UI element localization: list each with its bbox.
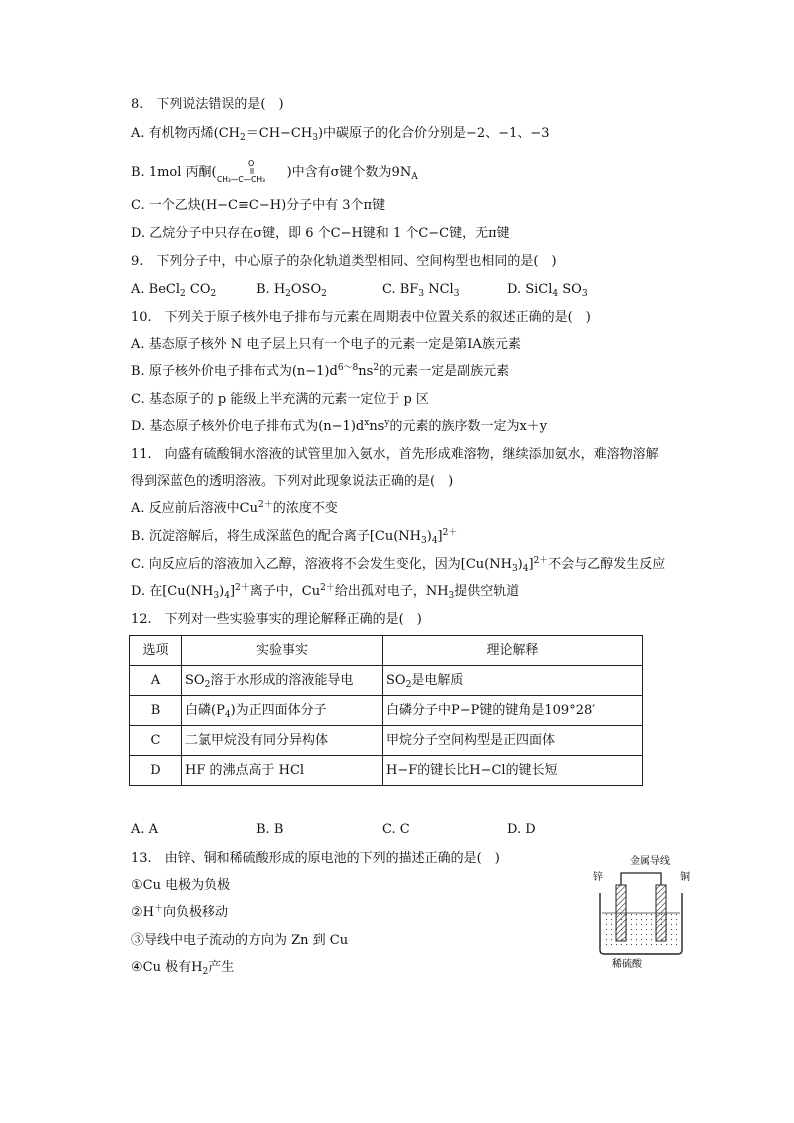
q11-option-c: C. 向反应后的溶液加入乙醇，溶液将不会发生变化，因为$[Cu(NH_3)_4]^{2+}$不会与乙醇发生反应: [131, 556, 666, 574]
q12-option-d: D. D: [507, 822, 536, 837]
svg-text:CH₃—C—CH₃: CH₃—C—CH₃: [216, 175, 265, 184]
table-cell-explanation: H−F的键长比H−Cl的键长短: [383, 756, 643, 786]
electrolyte-label: 稀硫酸: [612, 959, 642, 970]
galvanic-cell-svg: [590, 853, 702, 973]
table-cell-fact: $SO_2$溶于水形成的溶液能导电: [182, 666, 383, 696]
table-row: [130, 756, 643, 786]
q13-statement-4: ④Cu 极有$H_2$产生: [131, 960, 235, 977]
table-cell-option: B: [130, 696, 182, 726]
table-row: [130, 666, 643, 696]
q13-statement-3: ③导线中电子流动的方向为 Zn 到 Cu: [131, 933, 349, 948]
q13-stem: 13. 由锌、铜和稀硫酸形成的原电池的下列的描述正确的是( ): [131, 851, 500, 866]
q10-option-d: D. 基态原子核外价电子排布式为$(n-1)d^xns^y$的元素的族序数一定为x＋y: [131, 418, 548, 434]
q12-option-b: B. B: [256, 822, 284, 837]
table-cell-fact: HF 的沸点高于 HCl: [182, 756, 383, 786]
galvanic-cell-diagram: [590, 853, 702, 973]
table-row: [130, 726, 643, 756]
table-header-cell: 选项: [130, 636, 182, 666]
table-row: [130, 696, 643, 726]
svg-text:O: O: [247, 159, 254, 168]
q13-statement-2: ②H＋向负极移动: [131, 904, 229, 920]
q8-option-c: C. 一个乙炔(H−C≡C−H)分子中有 3个π键: [131, 198, 386, 213]
q10-stem: 10. 下列关于原子核外电子排布与元素在周期表中位置关系的叙述正确的是( ): [131, 310, 591, 325]
table-cell-explanation: 甲烷分子空间构型是正四面体: [383, 726, 643, 756]
q12-stem: 12. 下列对一些实验事实的理论解释正确的是( ): [131, 612, 422, 627]
wire-label: 金属导线: [630, 856, 670, 867]
acetone-structure: [217, 158, 287, 184]
q10-option-a: A. 基态原子核外 N 电子层上只有一个电子的元素一定是第ⅠA族元素: [131, 337, 521, 352]
q12-option-a: A. A: [131, 822, 159, 837]
q12-table: [129, 635, 643, 786]
q9-option-b: B. $H_2OSO_2$: [256, 282, 327, 299]
copper-label: 铜: [680, 872, 690, 883]
q10-option-b: B. 原子核外价电子排布式为$(n-1)d^{6\sim 8}ns^2$的元素一定是副族元素: [131, 363, 510, 379]
zinc-label: 锌: [593, 872, 603, 883]
q9-option-c: C. $BF_3$ NCl$_3$: [382, 282, 460, 299]
q11-stem-line1: 11. 向盛有硫酸铜水溶液的试管里加入氨水，首先形成难溶物，继续添加氨水，难溶物溶解: [131, 447, 659, 462]
q8-stem: 8. 下列说法错误的是( ): [131, 97, 284, 112]
table-cell-option: C: [130, 726, 182, 756]
electrolyte-solution: [602, 913, 680, 949]
q8-option-a: A. 有机物丙烯$(CH_2=CH-CH_3)$中碳原子的化合价分别是−2、−1、−3: [131, 126, 550, 143]
q9-option-d: D. SiCl$_4$ $SO_3$: [507, 282, 588, 299]
q12-option-c: C. C: [382, 822, 410, 837]
q11-option-d: D. 在$[Cu(NH_3)_4]^{2+}$离子中，$Cu^{2+}$给出孤对电子，$NH_3$提供空轨道: [131, 583, 520, 601]
table-cell-option: A: [130, 666, 182, 696]
table-cell-fact: 白磷$(P_4)$为正四面体分子: [182, 696, 383, 726]
table-header-row: [130, 636, 643, 666]
table-cell-explanation: 白磷分子中P−P键的键角是109°28′: [383, 696, 643, 726]
q13-statement-1: ①Cu 电极为负极: [131, 878, 231, 893]
metal-wire: [621, 873, 661, 885]
table-cell-option: D: [130, 756, 182, 786]
q11-option-b: B. 沉淀溶解后，将生成深蓝色的配合离子$[Cu(NH_3)_4]^{2+}$: [131, 528, 458, 546]
q11-stem-line2: 得到深蓝色的透明溶液。下列对此现象说法正确的是( ): [131, 474, 454, 489]
q10-option-c: C. 基态原子的 p 能级上半充满的元素一定位于 p 区: [131, 392, 429, 407]
q8-option-b: B. 1mol 丙酮( O CH₃—C—CH₃ )中含有σ键个数为$9N_A$: [131, 159, 418, 184]
table-header-cell: 实验事实: [182, 636, 383, 666]
table-cell-explanation: $SO_2$是电解质: [383, 666, 643, 696]
q9-stem: 9. 下列分子中，中心原子的杂化轨道类型相同、空间构型也相同的是( ): [131, 254, 557, 269]
table-cell-fact: 二氯甲烷没有同分异构体: [182, 726, 383, 756]
table-header-cell: 理论解释: [383, 636, 643, 666]
q9-option-a: A. BeCl$_2$ $CO_2$: [131, 282, 217, 299]
q8-option-d: D. 乙烷分子中只存在σ键，即 6 个C−H键和 1 个C−C键，无π键: [131, 226, 510, 241]
q11-option-a: A. 反应前后溶液中$Cu^{2+}$的浓度不变: [131, 500, 338, 516]
